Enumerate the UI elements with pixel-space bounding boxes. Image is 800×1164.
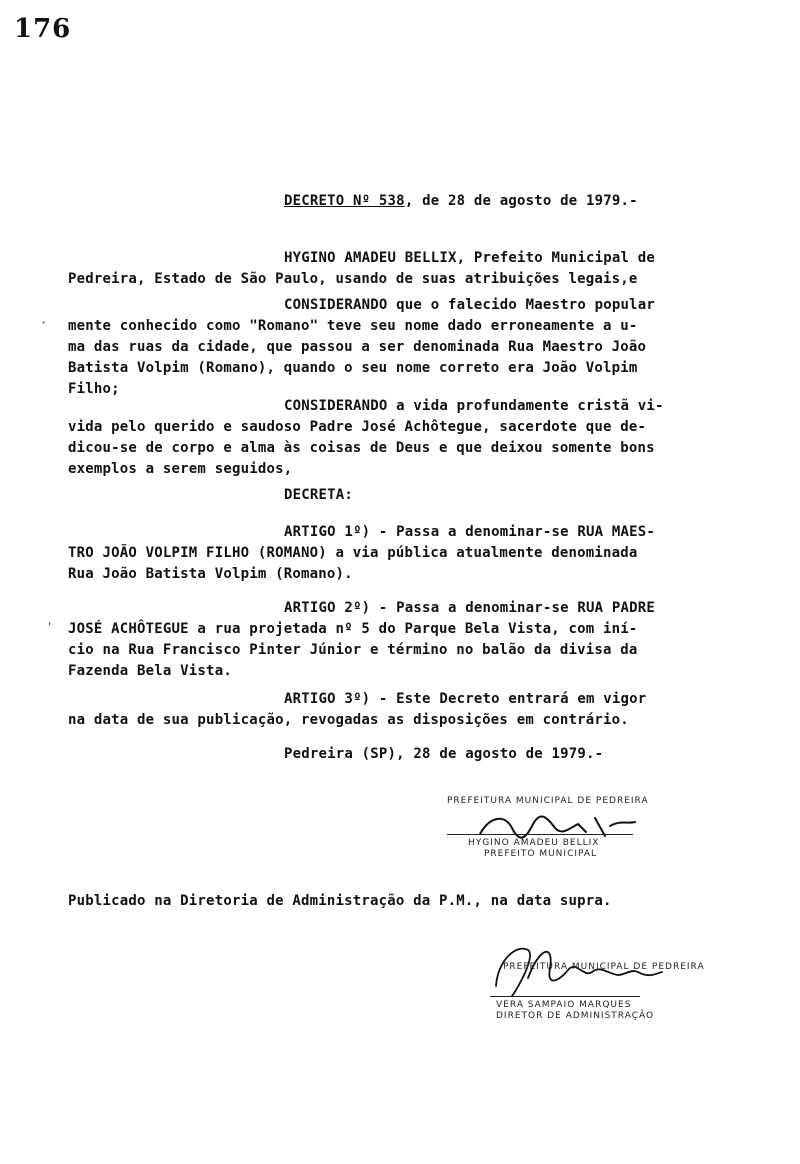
signature-1-role: PREFEITO MUNICIPAL [484,849,598,859]
considering-2-line-3: dicou-se de corpo e alma às coisas de Deus e que deixou somente bons [68,440,655,456]
article-2-line-4: Fazenda Bela Vista. [68,663,232,679]
publication-note: Publicado na Diretoria de Administração da P.M., na data supra. [68,893,612,909]
considering-1-line-2: mente conhecido como "Romano" teve seu nome dado erroneamente a u- [68,318,638,334]
considering-1-line-3: ma das ruas da cidade, que passou a ser denominada Rua Maestro João [68,339,647,355]
article-1-line-1: ARTIGO 1º) - Passa a denominar-se RUA MAES- [284,524,656,540]
article-2-line-2: JOSÉ ACHÔTEGUE a rua projetada nº 5 do Parque Bela Vista, com iní- [68,621,638,637]
signature-1-name: HYGINO AMADEU BELLIX [468,838,600,848]
signature-2-stamp: PREFEITURA MUNICIPAL DE PEDREIRA [503,962,705,972]
signature-1-line [447,834,633,835]
considering-2-line-4: exemplos a serem seguidos, [68,461,293,477]
margin-mark: · [40,316,48,330]
considering-1-line-5: Filho; [68,381,120,397]
decree-number: DECRETO Nº 538 [284,193,405,209]
signature-2-role: DIRETOR DE ADMINISTRAÇÃO [496,1011,655,1021]
signature-2-line [490,996,640,997]
signature-2-name: VERA SAMPAIO MARQUES [496,1000,632,1010]
decreta-heading: DECRETA: [284,487,354,503]
preamble-line-2: Pedreira, Estado de São Paulo, usando de suas atribuições legais,e [68,271,638,287]
article-3-line-2: na data de sua publicação, revogadas as disposições em contrário. [68,712,629,728]
considering-2-line-1: CONSIDERANDO a vida profundamente cristã vi- [284,398,664,414]
decree-date: , de 28 de agosto de 1979.- [404,193,638,209]
signature-2-handwriting [488,938,668,1004]
place-date: Pedreira (SP), 28 de agosto de 1979.- [284,746,604,762]
considering-1-line-1: CONSIDERANDO que o falecido Maestro popular [284,297,656,313]
article-1-line-3: Rua João Batista Volpim (Romano). [68,566,353,582]
article-1-line-2: TRO JOÃO VOLPIM FILHO (ROMANO) a via pública atualmente denominada [68,545,638,561]
preamble-line-1: HYGINO AMADEU BELLIX, Prefeito Municipal de [284,250,656,266]
page-number: 176 [14,14,72,44]
decree-title [284,193,638,209]
signature-1-stamp: PREFEITURA MUNICIPAL DE PEDREIRA [447,796,649,806]
article-2-line-1: ARTIGO 2º) - Passa a denominar-se RUA PADRE [284,600,656,616]
article-3-line-1: ARTIGO 3º) - Este Decreto entrará em vigor [284,691,647,707]
margin-mark: ' [46,620,54,634]
article-2-line-3: cio na Rua Francisco Pinter Júnior e término no balão da divisa da [68,642,638,658]
considering-1-line-4: Batista Volpim (Romano), quando o seu nome correto era João Volpim [68,360,638,376]
considering-2-line-2: vida pelo querido e saudoso Padre José Achôtegue, sacerdote que de- [68,419,647,435]
